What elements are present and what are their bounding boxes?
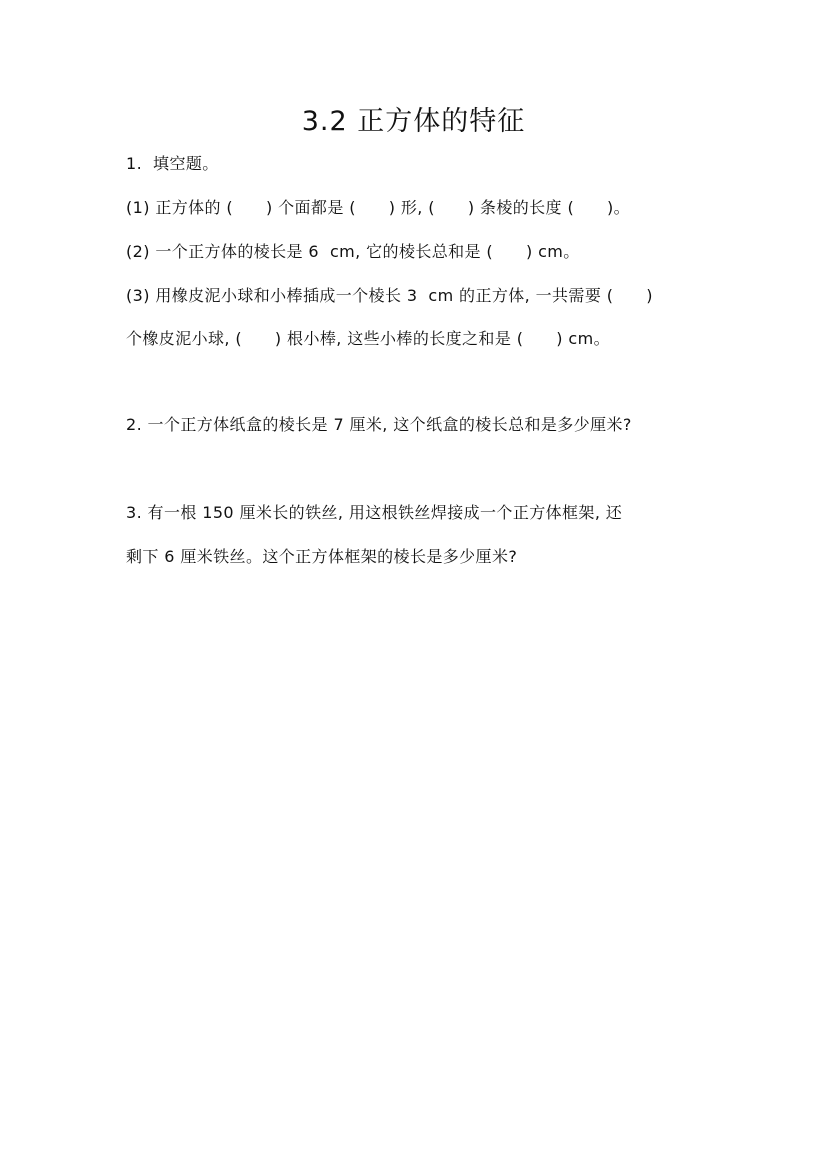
question-1-part-3-line-1: (3) 用橡皮泥小球和小棒插成一个棱长 3 cm 的正方体, 一共需要 ( ) — [126, 286, 653, 305]
question-1-part-3-line-2: 个橡皮泥小球, ( ) 根小棒, 这些小棒的长度之和是 ( ) cm。 — [126, 329, 610, 348]
question-2: 2. 一个正方体纸盒的棱长是 7 厘米, 这个纸盒的棱长总和是多少厘米? — [126, 415, 632, 434]
question-1-part-2: (2) 一个正方体的棱长是 6 cm, 它的棱长总和是 ( ) cm。 — [126, 242, 580, 261]
question-3-line-2: 剩下 6 厘米铁丝。这个正方体框架的棱长是多少厘米? — [126, 547, 518, 566]
page-title: 3.2 正方体的特征 — [301, 106, 526, 137]
question-1-part-1: (1) 正方体的 ( ) 个面都是 ( ) 形, ( ) 条棱的长度 ( )。 — [126, 198, 631, 217]
question-1-heading: 1. 填空题。 — [126, 154, 219, 173]
question-3-line-1: 3. 有一根 150 厘米长的铁丝, 用这根铁丝焊接成一个正方体框架, 还 — [126, 503, 623, 522]
